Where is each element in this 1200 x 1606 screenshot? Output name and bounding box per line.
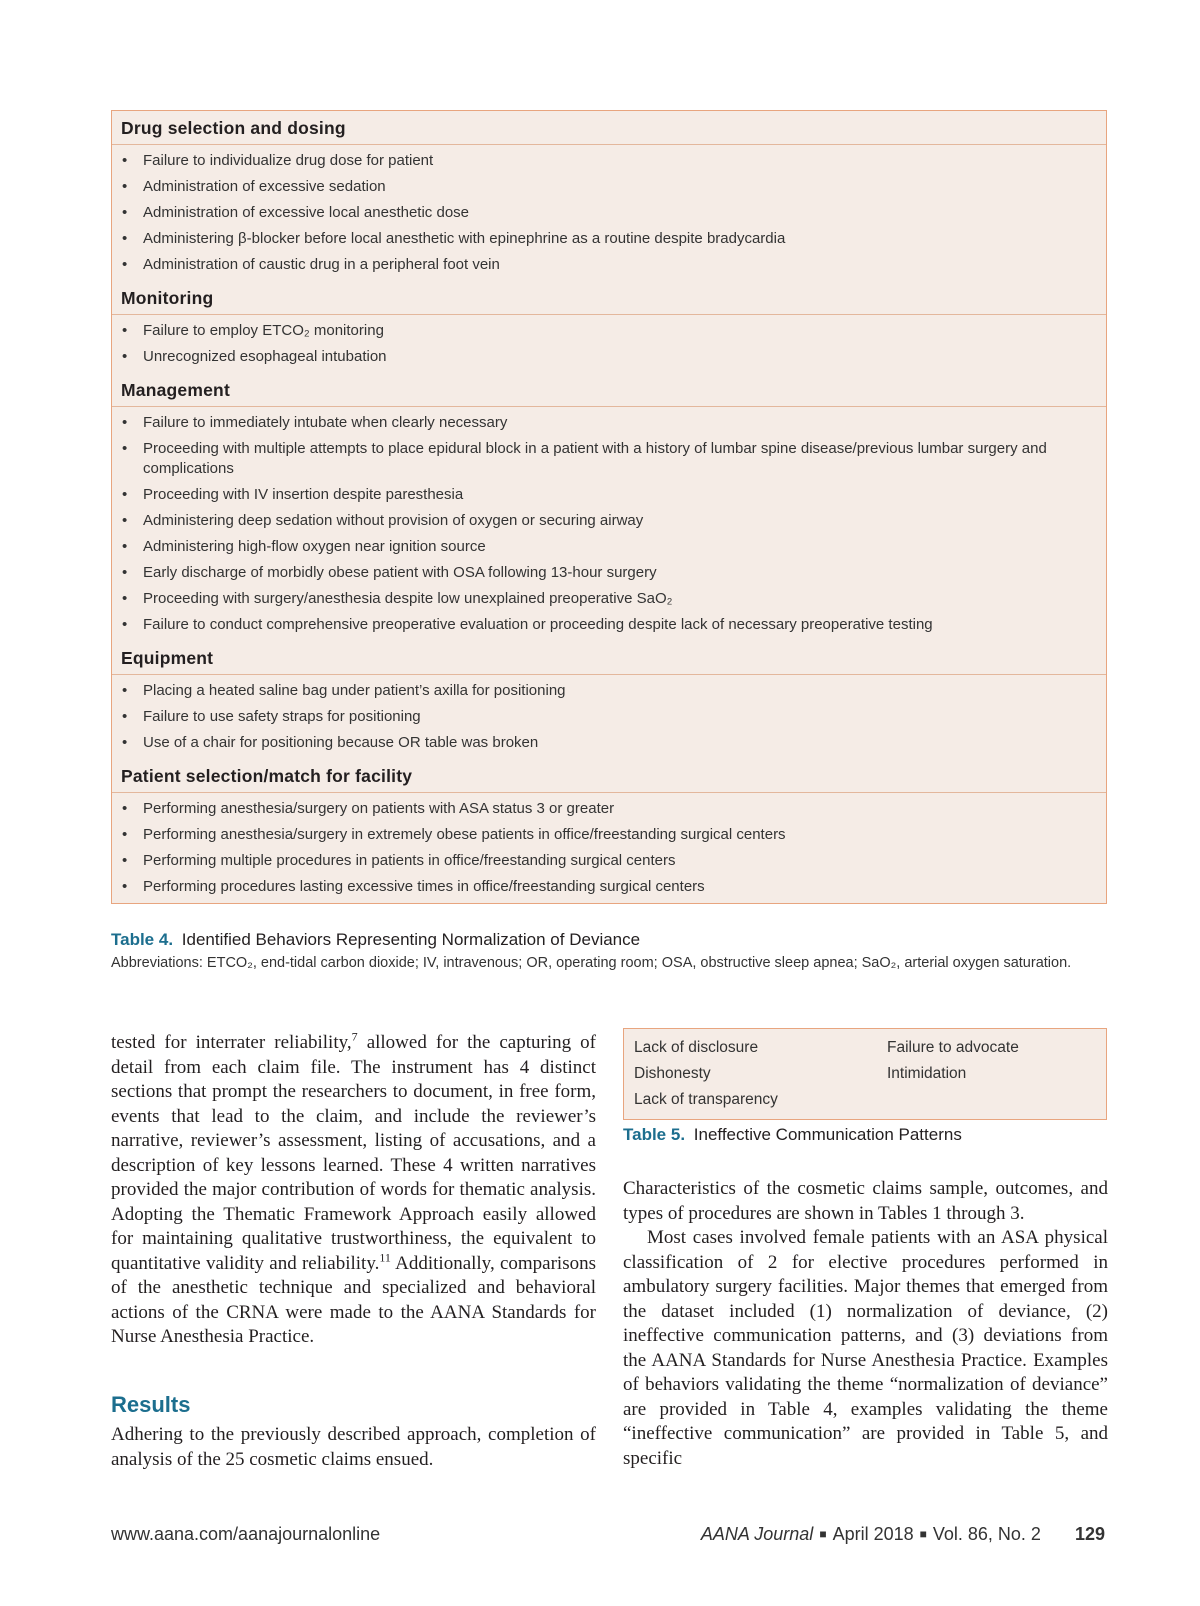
list-item: • Administration of caustic drug in a peripheral foot vein	[112, 252, 1106, 278]
right-column	[623, 1177, 1108, 1471]
t4-section-heading: Equipment	[121, 648, 214, 668]
list-item: • Failure to individualize drug dose for patient	[112, 148, 1106, 174]
list-item: • Failure to immediately intubate when clearly necessary	[112, 410, 1106, 436]
footer-url: www.aana.com/aanajournalonline	[111, 1524, 381, 1544]
list-item: • Failure to employ ETCO₂ monitoring	[112, 318, 1106, 344]
reference-superscript: 7	[351, 1029, 358, 1044]
table-cell: Failure to advocate	[887, 1039, 1019, 1056]
caption-title: Ineffective Communication Patterns	[693, 1125, 962, 1144]
list-item: • Unrecognized esophageal intubation	[112, 344, 1106, 370]
journal-name: AANA Journal	[700, 1524, 814, 1544]
table-cell: Dishonesty	[634, 1065, 711, 1082]
t4-section	[112, 641, 1106, 759]
list-item: • Early discharge of morbidly obese patient with OSA following 13-hour surgery	[112, 560, 1106, 586]
list-item: • Administration of excessive sedation	[112, 174, 1106, 200]
t4-section-heading: Monitoring	[121, 288, 214, 308]
reference-superscript: 11	[379, 1250, 391, 1265]
body-paragraph	[111, 1031, 596, 1350]
separator-icon: ■	[819, 1527, 827, 1541]
separator-icon: ■	[919, 1527, 927, 1541]
body-paragraph: Adhering to the previously described approach, completion of analysis of the 25 cosmetic claims ensued.	[111, 1424, 596, 1470]
list-item: • Placing a heated saline bag under patient’s axilla for positioning	[112, 678, 1106, 704]
list-item: • Use of a chair for positioning because OR table was broken	[112, 730, 1106, 756]
footer-citation	[701, 1524, 1105, 1545]
text-run: Additionally, comparisons of the anesthetic technique and specialized and behavioral actions of the CRNA were made to the AANA Standards for Nurse Anesthesia Practice.	[111, 1252, 597, 1347]
t4-section-heading: Management	[121, 380, 230, 400]
volume: Vol. 86, No. 2	[932, 1524, 1041, 1544]
caption-label: Table 4.	[111, 930, 174, 949]
list-item: • Performing procedures lasting excessive times in office/freestanding surgical centers	[112, 874, 1106, 900]
t4-section-list	[112, 406, 1106, 641]
results-text	[111, 1423, 596, 1472]
issue-date: April 2018	[832, 1524, 914, 1544]
body-paragraph: Characteristics of the cosmetic claims sample, outcomes, and types of procedures are shown in Tables 1 through 3.	[623, 1178, 1108, 1224]
table-cell: Lack of transparency	[634, 1091, 778, 1108]
t4-section	[112, 759, 1106, 903]
t4-section	[112, 373, 1106, 641]
list-item: • Proceeding with IV insertion despite paresthesia	[112, 482, 1106, 508]
t4-section-heading: Drug selection and dosing	[121, 118, 346, 138]
table-5	[623, 1028, 1107, 1120]
t4-section-list	[112, 314, 1106, 373]
list-item: • Administration of excessive local anesthetic dose	[112, 200, 1106, 226]
table-cell: Intimidation	[887, 1065, 967, 1082]
t4-section-list	[112, 674, 1106, 759]
t4-section-list	[112, 792, 1106, 903]
list-item: • Proceeding with multiple attempts to place epidural block in a patient with a history of lumbar spine disease/previous lumbar surgery and complications	[112, 436, 1106, 482]
results-heading: Results	[111, 1392, 191, 1417]
list-item: • Failure to conduct comprehensive preoperative evaluation or proceeding despite lack of necessary preoperative testing	[112, 612, 1106, 638]
list-item: • Performing multiple procedures in patients in office/freestanding surgical centers	[112, 848, 1106, 874]
t4-section-list	[112, 144, 1106, 281]
t4-section	[112, 111, 1106, 281]
table-5-caption	[623, 1125, 962, 1145]
list-item: • Performing anesthesia/surgery on patients with ASA status 3 or greater	[112, 796, 1106, 822]
text-run: tested for interrater reliability,	[111, 1032, 352, 1053]
table-4-caption	[111, 930, 640, 950]
caption-title: Identified Behaviors Representing Normalization of Deviance	[181, 930, 641, 949]
body-paragraph: Most cases involved female patients with an ASA physical classification of 2 for elective procedures performed in ambulatory surgery facilities. Major themes that emerged from the dataset included (1) normalization of deviance, (2) ineffective communication patterns, and (3) deviations from the AANA Standards for Nurse Anesthesia Practice. Examples of behaviors validating the theme “normalization of deviance” are provided in Table 4, examples validating the theme “ineffective communication” are provided in Table 5, and specific	[623, 1227, 1108, 1469]
list-item: • Administering high-flow oxygen near ignition source	[112, 534, 1106, 560]
list-item: • Administering β-blocker before local anesthetic with epinephrine as a routine despite bradycardia	[112, 226, 1106, 252]
list-item: • Administering deep sedation without provision of oxygen or securing airway	[112, 508, 1106, 534]
table-4-abbreviations: Abbreviations: ETCO₂, end-tidal carbon dioxide; IV, intravenous; OR, operating room; OSA, obstructive sleep apnea; SaO₂, arterial oxygen saturation.	[111, 955, 1072, 971]
left-column	[111, 1031, 596, 1350]
table-4	[111, 110, 1107, 904]
list-item: • Failure to use safety straps for positioning	[112, 704, 1106, 730]
t4-section	[112, 281, 1106, 373]
list-item: • Performing anesthesia/surgery in extremely obese patients in office/freestanding surgical centers	[112, 822, 1106, 848]
t4-section-heading: Patient selection/match for facility	[121, 766, 413, 786]
text-run: allowed for the capturing of detail from each claim file. The instrument has 4 distinct sections that prompt the researchers to document, in free form, events that lead to the claim, and include the reviewer’s narrative, reviewer’s assessment, listing of accusations, and a description of key lessons learned. These 4 written narratives provided the major contribution of words for thematic analysis. Adopting the Thematic Framework Approach easily allowed for maintaining qualitative trustworthiness, the equivalent to quantitative validity and reliability.	[111, 1032, 596, 1274]
list-item: • Proceeding with surgery/anesthesia despite low unexplained preoperative SaO₂	[112, 586, 1106, 612]
table-cell: Lack of disclosure	[634, 1039, 759, 1056]
page-number: 129	[1074, 1524, 1105, 1544]
caption-label: Table 5.	[623, 1125, 686, 1144]
